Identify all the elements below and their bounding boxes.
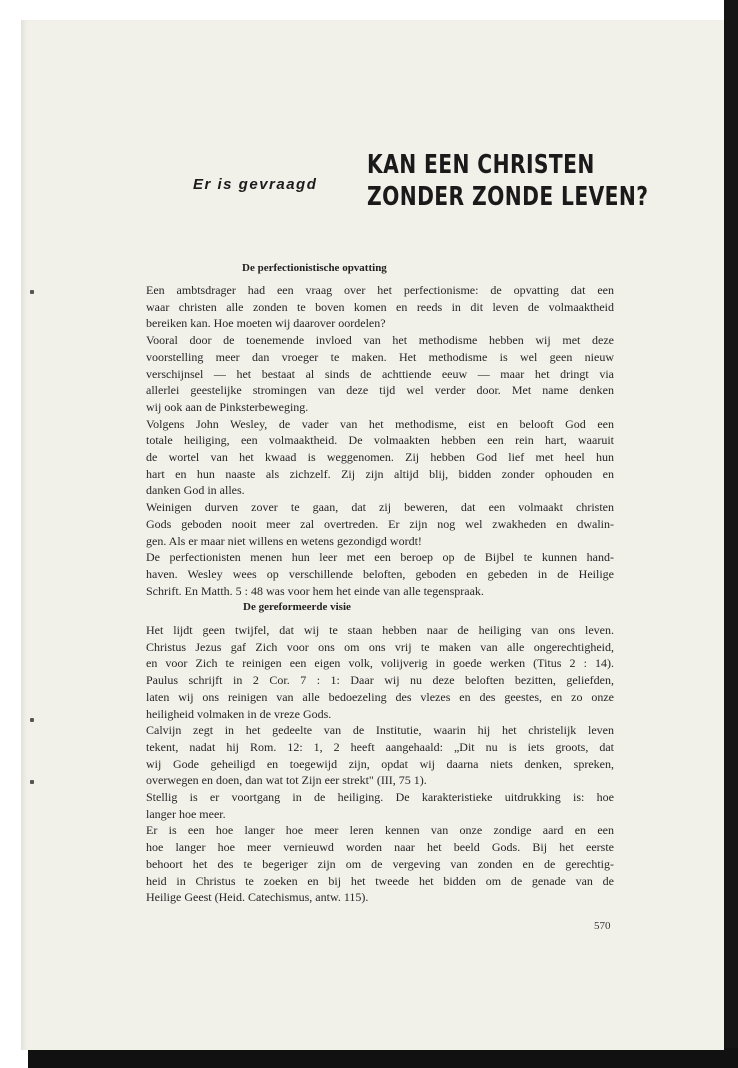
- text-line: laten wij ons reinigen van alle bedoezeling des vlezes en des geestes, en zo onze: [146, 689, 614, 704]
- title-line: KAN EEN CHRISTEN: [367, 150, 595, 180]
- column-kicker: Er is gevraagd: [193, 176, 318, 193]
- title-line: ZONDER ZONDE LEVEN?: [367, 182, 649, 212]
- paragraph: [146, 549, 614, 599]
- paragraph: [146, 722, 614, 789]
- text-line: en voor Zich te reinigen een eigen volk, volijverig in goede werken (Titus 2 : 14).: [146, 656, 614, 671]
- text-line: wij ook aan de Pinksterbeweging.: [146, 399, 309, 414]
- paragraph: [146, 622, 614, 722]
- text-line: waar christen alle zonden te boven komen en reeds in dit leven de volmaaktheid: [146, 299, 614, 314]
- section-heading-perfectionism: De perfectionistische opvatting: [242, 262, 387, 274]
- text-line: De perfectionisten menen hun leer met een beroep op de Bijbel te kunnen hand-: [146, 550, 614, 565]
- text-line: totale heiliging, een volmaaktheid. De volmaakten hebben een rein hart, waaruit: [146, 433, 614, 448]
- text-line: Gods geboden nooit meer zal overtreden. Er zijn nog wel zwakheden en dwalin-: [146, 516, 614, 531]
- text-line: allerlei geestelijke stromingen van deze tijd wel verder door. Met name denken: [146, 383, 614, 398]
- text-line: tekent, nadat hij Rom. 12: 1, 2 heeft aangehaald: „Dit nu is iets groots, dat: [146, 739, 614, 754]
- scan-border-right: [724, 0, 738, 1068]
- margin-mark: [30, 718, 34, 722]
- text-line: Stellig is er voortgang in de heiliging. De karakteristieke uitdrukking is: hoe: [146, 790, 614, 805]
- text-line: Vooral door de toenemende invloed van het methodisme hebben wij met deze: [146, 333, 614, 348]
- text-line: bereiken kan. Hoe moeten wij daarover oordelen?: [146, 316, 386, 331]
- paragraph: [146, 499, 614, 549]
- text-line: danken God in alles.: [146, 483, 245, 498]
- article-title: [367, 149, 648, 213]
- text-line: Volgens John Wesley, de vader van het methodisme, eist en belooft God een: [146, 416, 614, 431]
- text-line: Weinigen durven zover te gaan, dat zij beweren, dat een volmaakt christen: [146, 500, 614, 515]
- text-line: heid in Christus te zoeken en bij het tweede het bidden om de genade van de: [146, 873, 614, 888]
- section-heading-reformed: De gereformeerde visie: [243, 601, 351, 613]
- text-line: Er is een hoe langer hoe meer leren kennen van onze zondige aard en een: [146, 823, 614, 838]
- section-body-perfectionism: [146, 282, 614, 599]
- text-line: behoort het des te begeriger zijn om de vergeving van zonden en de gerechtig-: [146, 856, 614, 871]
- text-line: Het lijdt geen twijfel, dat wij te staan hebben naar de heiliging van ons leven.: [146, 623, 614, 637]
- text-line: langer hoe meer.: [146, 806, 226, 821]
- text-line: verschijnsel — het bestaat al sinds de achttiende eeuw — maar het dringt via: [146, 366, 614, 381]
- text-line: gen. Als er maar niet willens en wetens gezondigd wordt!: [146, 533, 422, 548]
- page-number: 570: [594, 920, 611, 932]
- text-line: Heilige Geest (Heid. Catechismus, antw. 115).: [146, 890, 369, 905]
- paragraph: [146, 822, 614, 906]
- text-line: wij Gode geheiligd en toegewijd zijn, opdat wij daarna niets denken, spreken,: [146, 756, 614, 771]
- text-line: voorstelling meer dan vroeger te maken. Het methodisme is wel geen nieuw: [146, 349, 614, 364]
- margin-mark: [30, 780, 34, 784]
- margin-mark: [30, 290, 34, 294]
- section-body-reformed: [146, 622, 614, 906]
- text-line: de wortel van het kwaad is weggenomen. Zij hebben God lief met heel hun: [146, 450, 614, 465]
- text-line: hoe langer hoe meer vernieuwd worden naar het beeld Gods. Bij het eerste: [146, 840, 614, 855]
- paragraph: [146, 416, 614, 500]
- paragraph: [146, 789, 614, 822]
- paragraph: [146, 332, 614, 416]
- text-line: Een ambtsdrager had een vraag over het perfectionisme: de opvatting dat een: [146, 283, 614, 297]
- text-line: overwegen en doen, dan wat tot Zijn eer strekt" (III, 75 1).: [146, 773, 427, 788]
- text-line: haven. Wesley wees op verschillende beloften, geboden en gebeden in de Heilige: [146, 566, 614, 581]
- paragraph: [146, 282, 614, 332]
- scan-border-bottom: [28, 1048, 738, 1068]
- text-line: hart en hun naaste als zichzelf. Zij zijn altijd blij, bidden zonder ophouden en: [146, 466, 614, 481]
- text-line: Calvijn zegt in het gedeelte van de Institutie, waarin hij het christelijk leven: [146, 723, 614, 738]
- text-line: Paulus schrijft in 2 Cor. 7 : 1: Daar wij nu deze beloften bezitten, geliefden,: [146, 673, 614, 688]
- text-line: Schrift. En Matth. 5 : 48 was voor hem het einde van alle tegenspraak.: [146, 583, 484, 598]
- text-line: heiligheid volmaken in de vreze Gods.: [146, 706, 332, 721]
- text-line: Christus Jezus gaf Zich voor ons om ons vrij te maken van alle ongerechtigheid,: [146, 639, 614, 654]
